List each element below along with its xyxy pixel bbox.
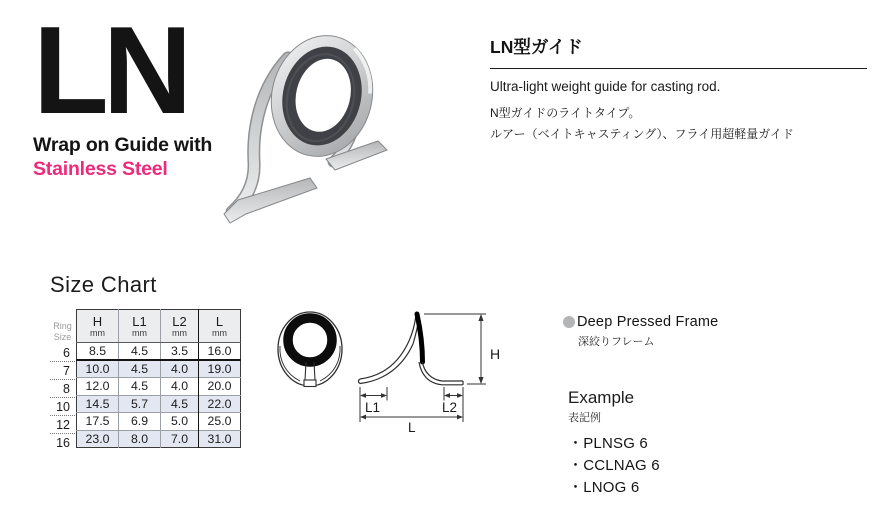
table-row: 12.0 4.5 4.0 20.0: [77, 378, 241, 396]
model-name: LN: [33, 2, 187, 140]
ring-size-label: 6: [50, 344, 75, 362]
ring-size-label: 8: [50, 380, 75, 398]
feature-label: Deep Pressed Frame: [577, 314, 719, 330]
list-item: ・CCLNAG 6: [568, 457, 660, 474]
size-chart-title: Size Chart: [50, 272, 157, 297]
dim-label-l1: L1: [365, 400, 381, 415]
dim-label-l: L: [408, 420, 416, 435]
hero-subtitle-1: Wrap on Guide with: [33, 134, 213, 157]
table-row: 14.5 5.7 4.5 22.0: [77, 395, 241, 413]
column-header-l1: L1 mm: [119, 310, 161, 343]
list-item: ・LNOG 6: [568, 479, 640, 496]
product-photo: [222, 20, 402, 225]
ring-size-column: [50, 309, 75, 452]
column-header-l2: L2 mm: [161, 310, 199, 343]
info-description-ja1: N型ガイドのライトタイプ。: [490, 106, 641, 120]
dimension-diagram: [270, 300, 530, 450]
feature-label-ja: 深絞りフレーム: [578, 336, 655, 348]
front-view-diagram: [278, 312, 342, 387]
ring-size-label: 10: [50, 398, 75, 416]
dim-label-h: H: [490, 346, 501, 362]
example-list: [568, 433, 768, 499]
ring-size-label: 12: [50, 416, 75, 434]
gray-bullet-icon: [563, 316, 575, 328]
table-header-row: [77, 310, 241, 343]
ring-size-header: Ring Size: [53, 321, 72, 342]
info-description-ja2: ルアー（ベイトキャスティング）、フライ用超軽量ガイド: [490, 127, 794, 141]
column-header-h: H mm: [77, 310, 119, 343]
hero-block: [33, 2, 253, 181]
info-title: LN型ガイド: [490, 34, 867, 69]
size-chart-table: [76, 309, 241, 448]
table-row: 23.0 8.0 7.0 31.0: [77, 430, 241, 448]
table-row: 10.0 4.5 4.0 19.0: [77, 360, 241, 378]
ring-size-label: 7: [50, 362, 75, 380]
hero-subtitle-2: Stainless Steel: [33, 158, 168, 181]
list-item: ・PLNSG 6: [568, 435, 648, 452]
example-title-ja: 表記例: [568, 412, 601, 424]
info-description-en: Ultra-light weight guide for casting rod.: [490, 79, 721, 94]
side-view-diagram: [359, 314, 464, 385]
table-row: 8.5 4.5 3.5 16.0: [77, 343, 241, 361]
table-row: 17.5 6.9 5.0 25.0: [77, 413, 241, 431]
size-chart-section: [50, 272, 241, 452]
example-block: [568, 388, 768, 499]
column-header-l: L mm: [199, 310, 241, 343]
ring-size-label: 16: [56, 436, 70, 450]
info-block: [490, 34, 867, 142]
example-title: Example: [568, 388, 635, 407]
features-block: [563, 314, 843, 349]
dim-label-l2: L2: [442, 400, 458, 415]
